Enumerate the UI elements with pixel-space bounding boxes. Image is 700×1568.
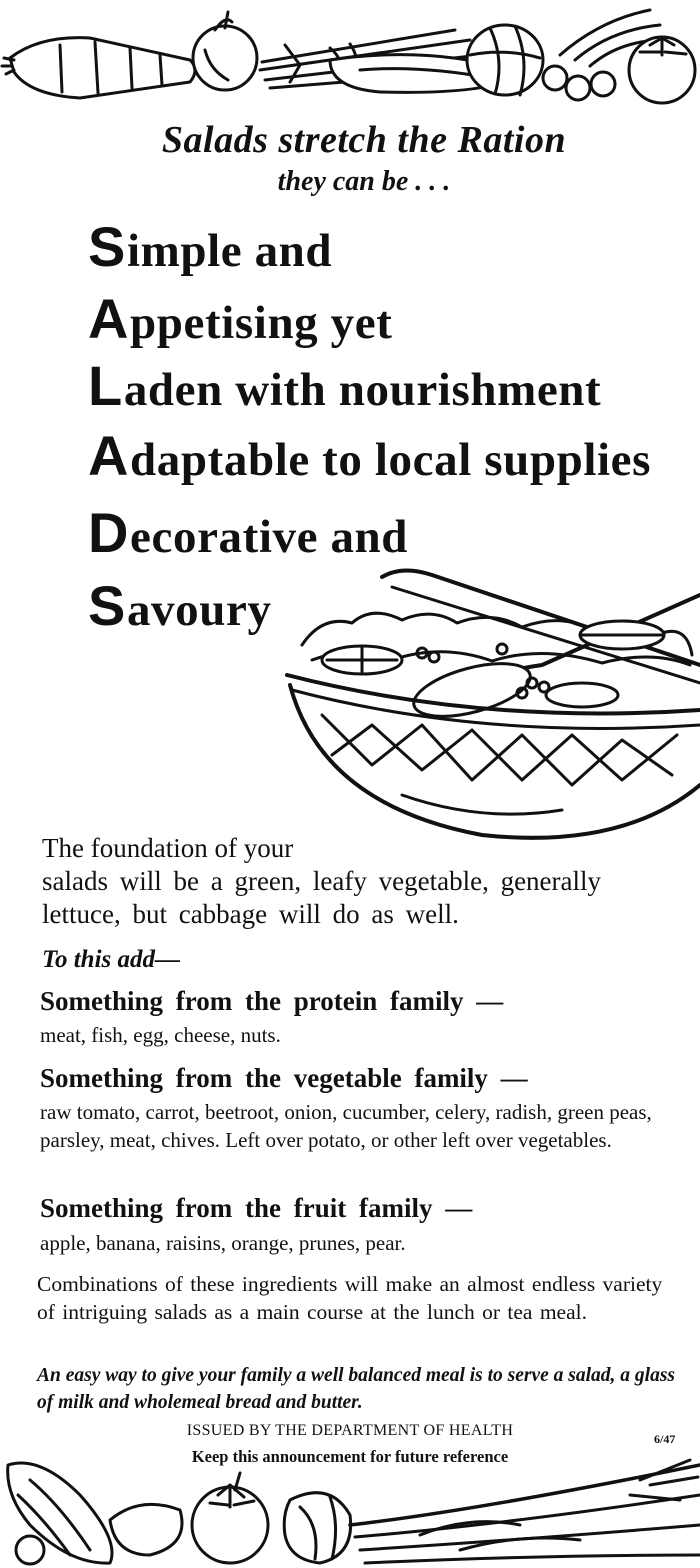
- intro-rest: salads will be a green, leafy vegetable, generally lettuce, but cabbage will do as well.: [42, 866, 602, 929]
- salad-bowl-icon: [282, 565, 700, 855]
- acrostic-initial: A: [88, 287, 130, 350]
- bottom-vegetable-border-icon: [0, 1455, 700, 1568]
- acrostic-line-adaptable: [88, 423, 651, 488]
- acrostic-text: ecorative and: [130, 511, 409, 563]
- acrostic-initial: A: [88, 424, 130, 487]
- acrostic-text: aden with nourishment: [123, 364, 602, 416]
- keep-note: Keep this announcement for future reference: [191, 1447, 509, 1466]
- acrostic-line-savoury: [88, 573, 272, 638]
- acrostic-initial: S: [88, 215, 126, 278]
- combinations-paragraph: Combinations of these ingredients will make an almost endless variety of intriguing salads as a main course at the lunch or tea meal.: [37, 1272, 663, 1324]
- vegetable-heading: Something from the vegetable family —: [40, 1063, 528, 1093]
- acrostic-text: avoury: [126, 584, 272, 636]
- acrostic-initial: D: [88, 501, 130, 564]
- top-vegetable-border-icon: [0, 0, 700, 112]
- acrostic-line-decorative: [88, 500, 408, 565]
- acrostic-initial: S: [88, 574, 126, 637]
- fruit-items: apple, banana, raisins, orange, prunes, pear.: [40, 1231, 406, 1255]
- protein-items: meat, fish, egg, cheese, nuts.: [40, 1023, 281, 1047]
- issue-code: 6/47: [654, 1432, 676, 1446]
- acrostic-line-simple: [88, 214, 332, 279]
- easy-way-note: An easy way to give your family a well balanced meal is to serve a salad, a glass of milk and wholemeal bread and butter.: [37, 1365, 676, 1413]
- protein-heading: Something from the protein family —: [40, 986, 504, 1016]
- acrostic-text: ppetising yet: [130, 297, 393, 349]
- intro-paragraph: [42, 832, 682, 931]
- add-heading: To this add—: [42, 946, 181, 973]
- fruit-heading: Something from the fruit family —: [40, 1193, 473, 1223]
- acrostic-text: daptable to local supplies: [130, 434, 651, 486]
- acrostic-line-laden: [88, 353, 601, 418]
- issued-by-line: ISSUED BY THE DEPARTMENT OF HEALTH: [186, 1422, 514, 1439]
- subheadline: they can be . . .: [277, 166, 451, 197]
- vegetable-items: raw tomato, carrot, beetroot, onion, cucumber, celery, radish, green peas, parsley, meat, chives. Left over potato, or other left over vegetables.: [40, 1100, 652, 1152]
- headline: Salads stretch the Ration: [161, 119, 567, 161]
- intro-first-line: The foundation of your: [42, 833, 294, 863]
- acrostic-text: imple and: [126, 225, 333, 277]
- acrostic-line-appetising: [88, 286, 392, 351]
- acrostic-initial: L: [88, 354, 123, 417]
